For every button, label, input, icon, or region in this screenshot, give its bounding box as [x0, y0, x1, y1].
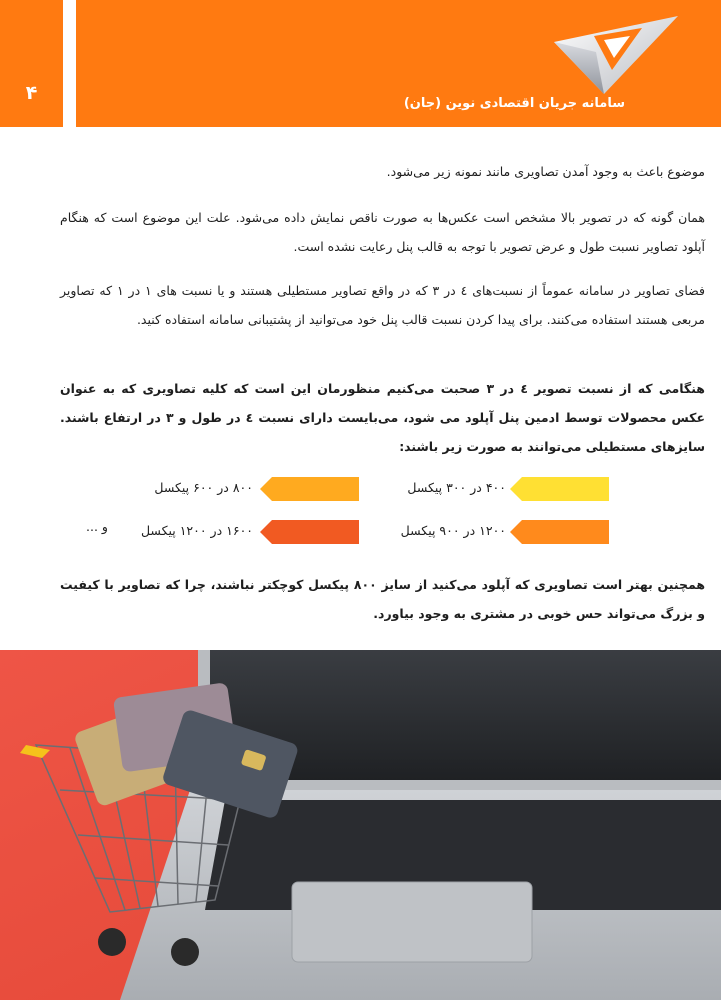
size-arrow-icon — [260, 476, 360, 502]
size-item — [396, 519, 610, 545]
size-item — [132, 519, 360, 545]
size-arrow-icon — [510, 476, 610, 502]
paragraph-intro: موضوع باعث به وجود آمدن تصاویری مانند نمونه زیر می‌شود. — [386, 164, 705, 179]
size-item — [145, 476, 360, 502]
paragraph-ratios: فضای تصاویر در سامانه عموماً از نسبت‌های ٤ در ٣ که در واقع تصاویر مستطیلی هستند و یا نسبت های ١ در ١ که تصاویر مربعی هستند استفاده می‌کنند. برای پیدا کردن نسبت قالب پنل خود می‌توانید از پشتیبانی سامانه استفاده کنید. — [60, 283, 705, 327]
size-item — [400, 476, 610, 502]
company-logo — [546, 6, 686, 96]
paragraph-quality: همچنین بهتر است تصاویری که آپلود می‌کنید از سایز ۸۰۰ پیکسل کوچکتر نباشند، چرا که تصاویر با کیفیت و بزرگ می‌تواند حس خوبی در مشتری به وجود بیاورد. — [60, 577, 705, 621]
laptop-cart-photo — [0, 650, 721, 1000]
sizes-more: و ... — [86, 519, 108, 534]
size-arrow-icon — [510, 519, 610, 545]
size-label: ۴۰۰ در ۳۰۰ پیکسل — [407, 480, 506, 495]
header-divider — [63, 0, 76, 127]
paragraph-ratio-4-3: هنگامی که از نسبت تصویر ٤ در ٣ صحبت می‌کنیم منظورمان این است که کلیه تصاویری که به عنوان عکس محصولات توسط ادمین پنل آپلود می شود، می‌بایست دارای نسبت ٤ در طول و ٣ در ارتفاع باشند. سایزهای مستطیلی می‌توانند به صورت زیر باشند: — [60, 381, 705, 454]
header-title: سامانه جریان اقتصادی نوین (جان) — [403, 96, 625, 111]
size-arrow-icon — [260, 519, 360, 545]
size-label: ۸۰۰ در ۶۰۰ پیکسل — [154, 480, 253, 495]
size-label: ۱۶۰۰ در ۱۲۰۰ پیکسل — [140, 523, 253, 538]
page-number: ۴ — [25, 82, 38, 104]
size-label: ۱۲۰۰ در ۹۰۰ پیکسل — [400, 523, 506, 538]
paragraph-cause: همان گونه که در تصویر بالا مشخص است عکس‌ها به صورت ناقص نمایش داده می‌شود. علت این موضوع است که هنگام آپلود تصاویر نسبت طول و عرض تصویر با توجه به قالب پنل رعایت نشده است. — [60, 210, 705, 254]
page-header — [0, 0, 721, 127]
